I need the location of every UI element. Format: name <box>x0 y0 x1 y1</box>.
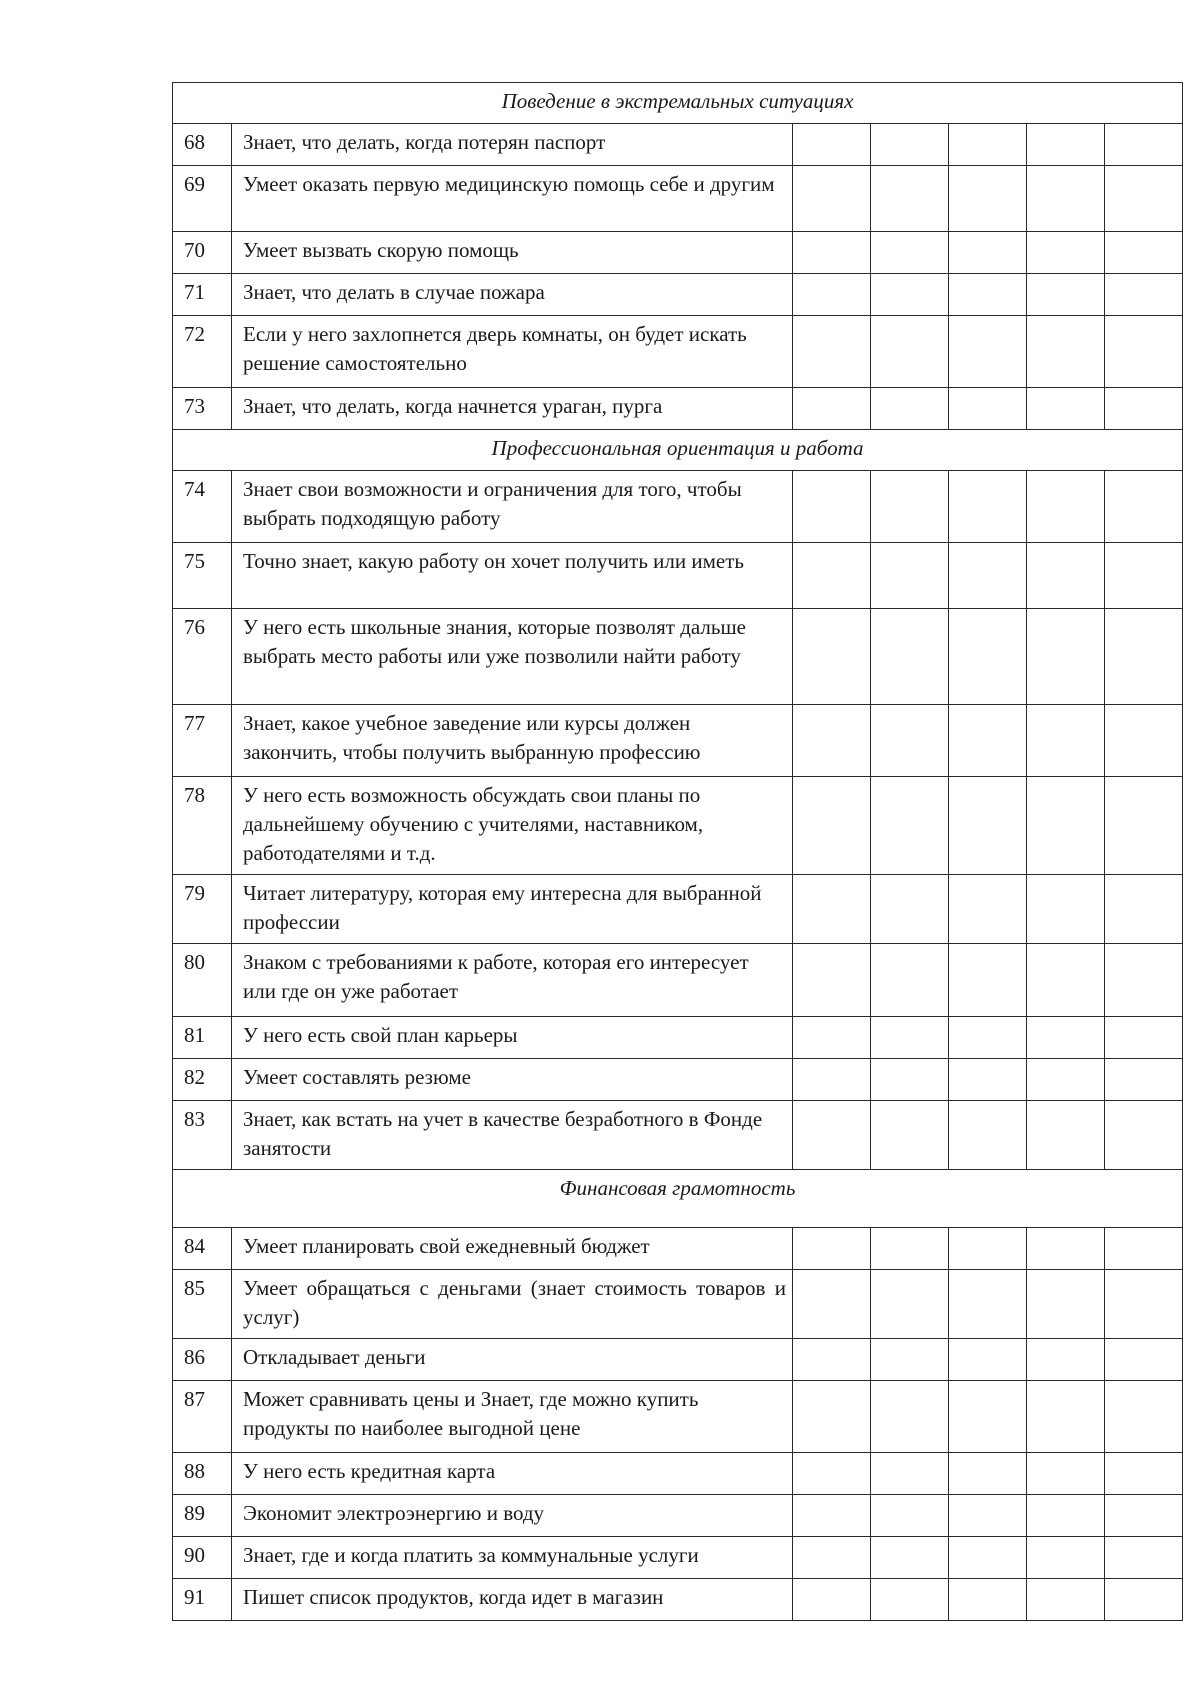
table-row <box>173 232 1183 274</box>
table-row <box>173 705 1183 777</box>
rating-cell[interactable] <box>949 1381 1027 1453</box>
item-number: 83 <box>173 1101 232 1170</box>
item-text: Умеет оказать первую медицинскую помощь себе и другим <box>232 166 793 232</box>
item-text: У него есть кредитная карта <box>232 1453 793 1495</box>
rating-cell[interactable] <box>1027 1579 1105 1621</box>
rating-cell[interactable] <box>1105 124 1183 166</box>
assessment-table <box>172 82 1183 1621</box>
item-text: У него есть возможность обсуждать свои планы по дальнейшему обучению с учителями, наставником, работодателями и т.д. <box>232 777 793 875</box>
rating-cell[interactable] <box>949 1101 1027 1170</box>
rating-cell[interactable] <box>871 543 949 609</box>
rating-cell[interactable] <box>1105 388 1183 430</box>
rating-cell[interactable] <box>949 543 1027 609</box>
item-number: 88 <box>173 1453 232 1495</box>
item-text: У него есть школьные знания, которые позволят дальше выбрать место работы или уже позволили найти работу <box>232 609 793 705</box>
rating-cell[interactable] <box>871 1495 949 1537</box>
rating-cell[interactable] <box>871 1017 949 1059</box>
rating-cell[interactable] <box>1027 471 1105 543</box>
rating-cell[interactable] <box>1027 1495 1105 1537</box>
item-number: 77 <box>173 705 232 777</box>
rating-cell[interactable] <box>871 316 949 388</box>
rating-cell[interactable] <box>871 1579 949 1621</box>
item-text: Экономит электроэнергию и воду <box>232 1495 793 1537</box>
rating-cell[interactable] <box>1105 1453 1183 1495</box>
rating-cell[interactable] <box>1027 1381 1105 1453</box>
rating-cell[interactable] <box>793 944 871 1017</box>
rating-cell[interactable] <box>1105 274 1183 316</box>
rating-cell[interactable] <box>1105 1228 1183 1270</box>
rating-cell[interactable] <box>1105 543 1183 609</box>
item-number: 85 <box>173 1270 232 1339</box>
rating-cell[interactable] <box>1027 1270 1105 1339</box>
rating-cell[interactable] <box>871 1453 949 1495</box>
item-text: Умеет составлять резюме <box>232 1059 793 1101</box>
rating-cell[interactable] <box>949 1270 1027 1339</box>
rating-cell[interactable] <box>1027 316 1105 388</box>
table-row <box>173 1059 1183 1101</box>
rating-cell[interactable] <box>793 232 871 274</box>
rating-cell[interactable] <box>1105 705 1183 777</box>
item-text: Знает, что делать в случае пожара <box>232 274 793 316</box>
rating-cell[interactable] <box>871 1270 949 1339</box>
table-row <box>173 166 1183 232</box>
table-row <box>173 1495 1183 1537</box>
item-number: 84 <box>173 1228 232 1270</box>
section-header-row <box>173 83 1183 124</box>
item-number: 79 <box>173 875 232 944</box>
rating-cell[interactable] <box>1027 388 1105 430</box>
table-row <box>173 1270 1183 1339</box>
table-row <box>173 1537 1183 1579</box>
rating-cell[interactable] <box>1027 232 1105 274</box>
item-number: 68 <box>173 124 232 166</box>
rating-cell[interactable] <box>1027 1017 1105 1059</box>
rating-cell[interactable] <box>871 1537 949 1579</box>
item-number: 72 <box>173 316 232 388</box>
rating-cell[interactable] <box>949 1017 1027 1059</box>
rating-cell[interactable] <box>793 1381 871 1453</box>
rating-cell[interactable] <box>949 124 1027 166</box>
rating-cell[interactable] <box>793 1339 871 1381</box>
item-text: У него есть свой план карьеры <box>232 1017 793 1059</box>
table-row <box>173 316 1183 388</box>
item-number: 90 <box>173 1537 232 1579</box>
rating-cell[interactable] <box>793 609 871 705</box>
rating-cell[interactable] <box>1027 543 1105 609</box>
rating-cell[interactable] <box>1027 875 1105 944</box>
rating-cell[interactable] <box>949 316 1027 388</box>
rating-cell[interactable] <box>949 777 1027 875</box>
rating-cell[interactable] <box>793 1453 871 1495</box>
rating-cell[interactable] <box>793 1228 871 1270</box>
item-number: 81 <box>173 1017 232 1059</box>
item-text: Знает, где и когда платить за коммунальные услуги <box>232 1537 793 1579</box>
rating-cell[interactable] <box>871 274 949 316</box>
rating-cell[interactable] <box>1027 1059 1105 1101</box>
item-number: 69 <box>173 166 232 232</box>
rating-cell[interactable] <box>949 1453 1027 1495</box>
rating-cell[interactable] <box>871 232 949 274</box>
item-text: Знаком с требованиями к работе, которая его интересует или где он уже работает <box>232 944 793 1017</box>
rating-cell[interactable] <box>949 944 1027 1017</box>
item-number: 86 <box>173 1339 232 1381</box>
rating-cell[interactable] <box>1105 777 1183 875</box>
rating-cell[interactable] <box>793 316 871 388</box>
rating-cell[interactable] <box>871 875 949 944</box>
rating-cell[interactable] <box>1105 875 1183 944</box>
rating-cell[interactable] <box>793 166 871 232</box>
table-row <box>173 1339 1183 1381</box>
rating-cell[interactable] <box>793 388 871 430</box>
rating-cell[interactable] <box>793 1059 871 1101</box>
rating-cell[interactable] <box>793 1101 871 1170</box>
rating-cell[interactable] <box>1105 1101 1183 1170</box>
rating-cell[interactable] <box>793 1017 871 1059</box>
rating-cell[interactable] <box>1027 777 1105 875</box>
rating-cell[interactable] <box>871 777 949 875</box>
rating-cell[interactable] <box>949 274 1027 316</box>
item-number: 73 <box>173 388 232 430</box>
rating-cell[interactable] <box>871 388 949 430</box>
section-title: Финансовая грамотность <box>173 1170 1183 1228</box>
rating-cell[interactable] <box>793 875 871 944</box>
rating-cell[interactable] <box>1105 1339 1183 1381</box>
rating-cell[interactable] <box>1027 166 1105 232</box>
item-text: Точно знает, какую работу он хочет получить или иметь <box>232 543 793 609</box>
item-text: Умеет планировать свой ежедневный бюджет <box>232 1228 793 1270</box>
rating-cell[interactable] <box>949 1495 1027 1537</box>
item-number: 78 <box>173 777 232 875</box>
rating-cell[interactable] <box>1105 1017 1183 1059</box>
rating-cell[interactable] <box>1027 1228 1105 1270</box>
item-number: 91 <box>173 1579 232 1621</box>
table-row <box>173 274 1183 316</box>
rating-cell[interactable] <box>1105 944 1183 1017</box>
item-text: Пишет список продуктов, когда идет в магазин <box>232 1579 793 1621</box>
table-row <box>173 1579 1183 1621</box>
rating-cell[interactable] <box>793 777 871 875</box>
table-row <box>173 875 1183 944</box>
rating-cell[interactable] <box>949 875 1027 944</box>
table-row <box>173 944 1183 1017</box>
rating-cell[interactable] <box>1027 1537 1105 1579</box>
rating-cell[interactable] <box>871 124 949 166</box>
table-row <box>173 1017 1183 1059</box>
rating-cell[interactable] <box>1027 1339 1105 1381</box>
rating-cell[interactable] <box>1105 316 1183 388</box>
rating-cell[interactable] <box>1105 1059 1183 1101</box>
rating-cell[interactable] <box>949 232 1027 274</box>
table-row <box>173 777 1183 875</box>
item-number: 87 <box>173 1381 232 1453</box>
item-text: Знает, что делать, когда потерян паспорт <box>232 124 793 166</box>
rating-cell[interactable] <box>949 388 1027 430</box>
rating-cell[interactable] <box>949 1537 1027 1579</box>
item-number: 74 <box>173 471 232 543</box>
rating-cell[interactable] <box>871 944 949 1017</box>
item-number: 80 <box>173 944 232 1017</box>
table-row <box>173 1228 1183 1270</box>
table-row <box>173 1101 1183 1170</box>
item-number: 70 <box>173 232 232 274</box>
item-number: 71 <box>173 274 232 316</box>
rating-cell[interactable] <box>793 124 871 166</box>
item-text: Знает, какое учебное заведение или курсы должен закончить, чтобы получить выбранную профессию <box>232 705 793 777</box>
item-text: Знает, как встать на учет в качестве безработного в Фонде занятости <box>232 1101 793 1170</box>
rating-cell[interactable] <box>871 1101 949 1170</box>
rating-cell[interactable] <box>871 1059 949 1101</box>
rating-cell[interactable] <box>1027 609 1105 705</box>
rating-cell[interactable] <box>949 609 1027 705</box>
rating-cell[interactable] <box>949 1579 1027 1621</box>
table-row <box>173 1381 1183 1453</box>
rating-cell[interactable] <box>793 1537 871 1579</box>
rating-cell[interactable] <box>793 471 871 543</box>
rating-cell[interactable] <box>1105 232 1183 274</box>
rating-cell[interactable] <box>1027 1101 1105 1170</box>
rating-cell[interactable] <box>1105 166 1183 232</box>
rating-cell[interactable] <box>871 705 949 777</box>
rating-cell[interactable] <box>1105 609 1183 705</box>
table-row <box>173 388 1183 430</box>
section-title: Профессиональная ориентация и работа <box>173 430 1183 471</box>
rating-cell[interactable] <box>949 1059 1027 1101</box>
rating-cell[interactable] <box>793 1270 871 1339</box>
item-text: Знает, что делать, когда начнется ураган, пурга <box>232 388 793 430</box>
item-text: Читает литературу, которая ему интересна для выбранной профессии <box>232 875 793 944</box>
rating-cell[interactable] <box>871 471 949 543</box>
rating-cell[interactable] <box>1105 1270 1183 1339</box>
rating-cell[interactable] <box>949 166 1027 232</box>
rating-cell[interactable] <box>1027 124 1105 166</box>
item-text: Может сравнивать цены и Знает, где можно купить продукты по наиболее выгодной цене <box>232 1381 793 1453</box>
rating-cell[interactable] <box>1027 1453 1105 1495</box>
rating-cell[interactable] <box>793 274 871 316</box>
item-number: 76 <box>173 609 232 705</box>
rating-cell[interactable] <box>871 1381 949 1453</box>
rating-cell[interactable] <box>793 705 871 777</box>
section-header-row <box>173 430 1183 471</box>
rating-cell[interactable] <box>1105 1495 1183 1537</box>
item-text: Откладывает деньги <box>232 1339 793 1381</box>
item-number: 75 <box>173 543 232 609</box>
table-row <box>173 124 1183 166</box>
rating-cell[interactable] <box>871 609 949 705</box>
rating-cell[interactable] <box>1027 274 1105 316</box>
rating-cell[interactable] <box>1105 1381 1183 1453</box>
rating-cell[interactable] <box>949 705 1027 777</box>
section-title: Поведение в экстремальных ситуациях <box>173 83 1183 124</box>
table-row <box>173 1453 1183 1495</box>
rating-cell[interactable] <box>949 1339 1027 1381</box>
table-row <box>173 471 1183 543</box>
rating-cell[interactable] <box>1105 1579 1183 1621</box>
item-number: 89 <box>173 1495 232 1537</box>
item-text: Если у него захлопнется дверь комнаты, он будет искать решение самостоятельно <box>232 316 793 388</box>
rating-cell[interactable] <box>793 1495 871 1537</box>
item-number: 82 <box>173 1059 232 1101</box>
item-text: Умеет вызвать скорую помощь <box>232 232 793 274</box>
rating-cell[interactable] <box>871 1228 949 1270</box>
rating-cell[interactable] <box>949 1228 1027 1270</box>
rating-cell[interactable] <box>1027 705 1105 777</box>
rating-cell[interactable] <box>1105 471 1183 543</box>
item-text: Умеет обращаться с деньгами (знает стоимость товаров и услуг) <box>232 1270 793 1339</box>
rating-cell[interactable] <box>871 166 949 232</box>
table-row <box>173 609 1183 705</box>
section-header-row <box>173 1170 1183 1228</box>
rating-cell[interactable] <box>793 543 871 609</box>
rating-cell[interactable] <box>793 1579 871 1621</box>
rating-cell[interactable] <box>1027 944 1105 1017</box>
rating-cell[interactable] <box>1105 1537 1183 1579</box>
item-text: Знает свои возможности и ограничения для того, чтобы выбрать подходящую работу <box>232 471 793 543</box>
table-row <box>173 543 1183 609</box>
rating-cell[interactable] <box>949 471 1027 543</box>
rating-cell[interactable] <box>871 1339 949 1381</box>
